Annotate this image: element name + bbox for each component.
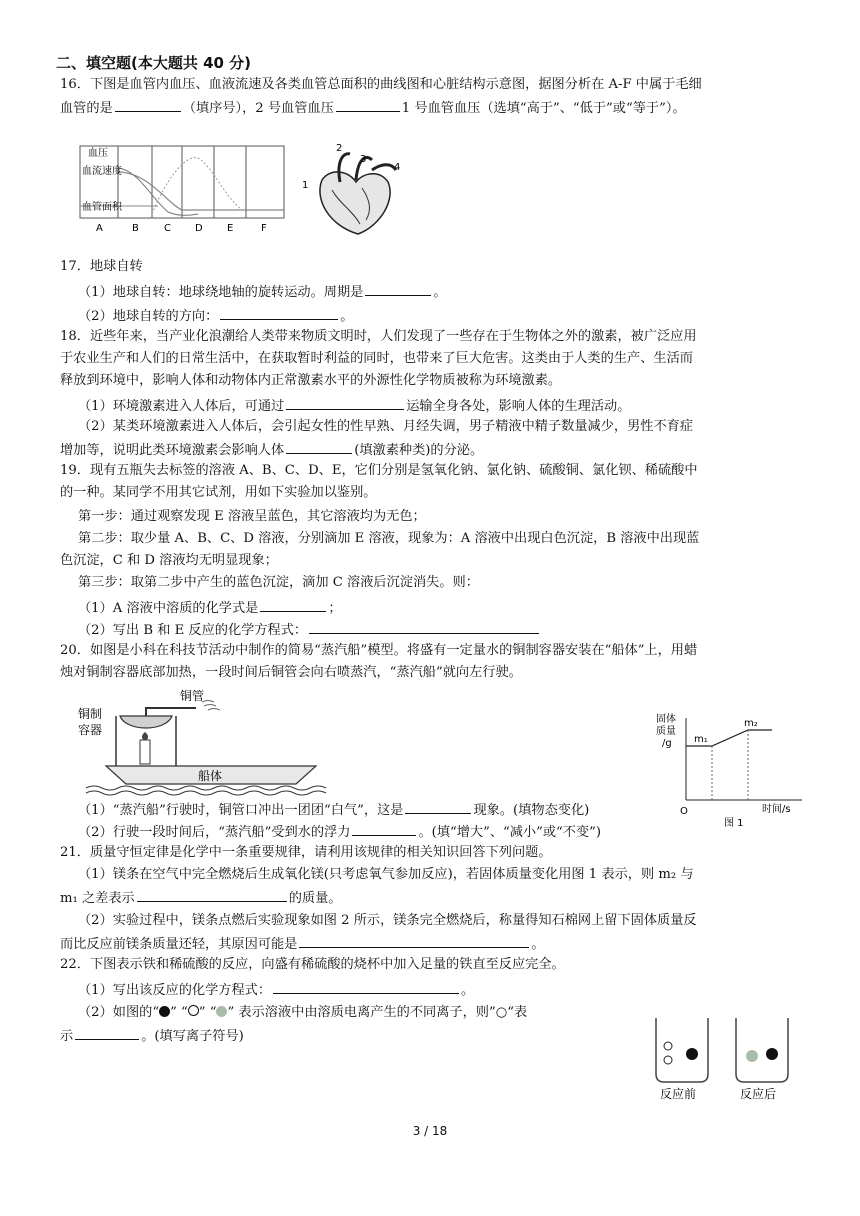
q19-step1: 第一步：通过观察发现 E 溶液呈蓝色，其它溶液均为无色； <box>78 509 426 524</box>
q17-p1 <box>78 282 447 302</box>
q17-p2 <box>78 306 353 326</box>
gray-dot-icon <box>216 1006 227 1017</box>
q17-p2-end: 。 <box>340 309 354 324</box>
graph-m1: m₁ <box>694 734 708 745</box>
label-before: 反应前 <box>660 1087 697 1101</box>
q20-blank-2[interactable] <box>352 822 416 836</box>
graph-xlabel: 时间/s <box>762 804 791 815</box>
q22-p2-text-d: ” 表示溶液中由溶质电离产生的不同离子，则”○“表 <box>227 1005 528 1020</box>
label-after: 反应后 <box>740 1087 777 1101</box>
q22-p2-text-b: ” “ <box>170 1005 188 1020</box>
q22-p1 <box>78 980 474 1000</box>
q18-p1-end: 运输全身各处，影响人体的生理活动。 <box>406 399 631 414</box>
x-label-E: E <box>227 223 234 234</box>
q19-blank-2[interactable] <box>309 620 539 634</box>
q21-p2-end: 。 <box>531 937 545 952</box>
graph-m2: m₂ <box>744 718 758 729</box>
graph-caption: 图 1 <box>724 818 744 828</box>
page-number: 3 / 18 <box>412 1124 448 1138</box>
chart-label-pressure: 血压 <box>88 148 108 159</box>
hollow-dot-icon <box>188 1005 199 1016</box>
q18-p2-text: 增加等，说明此类环境激素会影响人体 <box>60 443 285 458</box>
q22-p1-end: 。 <box>461 983 475 998</box>
x-label-F: F <box>261 223 267 234</box>
q18-line3: 释放到环境中，影响人体和动物体内正常激素水平的外源性化学物质被称为环境激素。 <box>60 373 562 388</box>
q22-p2-text-a: （2）如图的“ <box>78 1005 160 1020</box>
graph-ylabel-2: 质量 <box>656 726 676 737</box>
label-copper-tube: 铜管 <box>180 689 205 703</box>
q19-blank-1[interactable] <box>260 598 326 612</box>
graph-origin: O <box>680 806 688 817</box>
label-container-2: 容器 <box>78 723 103 737</box>
beakers-figure <box>648 1010 798 1104</box>
q21-p1-end: 的质量。 <box>288 891 342 906</box>
q21-p1-line1: （1）镁条在空气中完全燃烧后生成氧化镁(只考虑氧气参加反应)，若固体质量变化用图 1 表示，则 m₂ 与 <box>78 867 694 882</box>
x-label-B: B <box>132 223 139 234</box>
q17-blank-2[interactable] <box>220 306 338 320</box>
q18-p2-line1: （2）某类环境激素进入人体后，会引起女性的性早熟、月经失调，男子精液中精子数量减少，男性不育症 <box>78 419 694 434</box>
q21-p2-text: 而比反应前镁条质量还轻，其原因可能是 <box>60 937 298 952</box>
q22-blank-1[interactable] <box>273 980 459 994</box>
q17-blank-1[interactable] <box>365 282 431 296</box>
q21-blank-1[interactable] <box>137 888 287 902</box>
q20-p2-end: 。(填“增大”、“减小”或“不变”) <box>418 825 602 840</box>
q19-p1 <box>78 598 342 618</box>
q21-p2-line2 <box>60 934 545 954</box>
heart-label-3: 3 <box>360 154 367 165</box>
chart-label-area: 血管面积 <box>82 202 122 213</box>
q20-p2-text: （2）行驶一段时间后，“蒸汽船”受到水的浮力 <box>78 825 351 840</box>
black-dot-icon <box>159 1006 170 1017</box>
q16-blank-2[interactable] <box>336 98 400 112</box>
heart-label-2: 2 <box>336 143 343 154</box>
graph-ylabel-3: /g <box>662 738 672 749</box>
q21-blank-2[interactable] <box>299 934 529 948</box>
x-label-D: D <box>195 223 203 234</box>
q21-p1-text: m₁ 之差表示 <box>60 891 135 906</box>
x-label-A: A <box>96 223 103 234</box>
q20-blank-1[interactable] <box>405 800 471 814</box>
q17-p1-text: （1）地球自转：地球绕地轴的旋转运动。周期是 <box>78 285 364 300</box>
q22-p2-l2-text: 示 <box>60 1029 74 1044</box>
q18-p1 <box>78 396 630 416</box>
q20-p2 <box>78 822 601 842</box>
heart-diagram <box>300 140 410 240</box>
q17-p1-end: 。 <box>433 285 447 300</box>
mass-time-graph <box>652 712 808 828</box>
q19-p2-text: （2）写出 B 和 E 反应的化学方程式： <box>78 623 308 638</box>
q19-step2-line2: 色沉淀，C 和 D 溶液均无明显现象； <box>60 553 278 568</box>
q21-line1: 21．质量守恒定律是化学中一条重要规律，请利用该规律的相关知识回答下列问题。 <box>60 845 552 860</box>
q18-p2-line2 <box>60 440 483 460</box>
q22-p2-text-c: ” “ <box>198 1005 217 1020</box>
chart-label-speed: 血流速度 <box>82 166 122 177</box>
heart-label-1: 1 <box>302 180 309 191</box>
q18-blank-1[interactable] <box>286 396 404 410</box>
q16-line1: 16．下图是血管内血压、血液流速及各类血管总面积的曲线图和心脏结构示意图，据图分析在 A-F 中属于毛细 <box>60 77 702 92</box>
q18-p2-end: (填激素种类)的分泌。 <box>354 443 484 458</box>
q18-p1-text: （1）环境激素进入人体后，可通过 <box>78 399 285 414</box>
q21-p2-line1: （2）实验过程中，镁条点燃后实验现象如图 2 所示，镁条完全燃烧后，称量得知石棉网上留下固体质量反 <box>78 913 697 928</box>
q22-p2-l2-end: 。(填写离子符号) <box>141 1029 244 1044</box>
q22-p2 <box>78 1004 527 1022</box>
q20-line1: 20．如图是小科在科技节活动中制作的简易“蒸汽船”模型。将盛有一定量水的铜制容器安装在“船体”上，用蜡 <box>60 643 698 658</box>
graph-ylabel-1: 固体 <box>656 714 676 725</box>
q20-p1 <box>78 800 589 820</box>
q20-p1-end: 现象。(填物态变化) <box>473 803 590 818</box>
steam-boat-figure <box>76 686 346 796</box>
q16-line2 <box>60 98 686 118</box>
blood-vessel-chart <box>78 144 288 234</box>
q19-step3: 第三步：取第二步中产生的蓝色沉淀，滴加 C 溶液后沉淀消失。则： <box>78 575 479 590</box>
q17-title: 17．地球自转 <box>60 259 143 274</box>
q16-text-b: （填序号），2 号血管血压 <box>182 101 334 116</box>
q20-p1-text: （1）“蒸汽船”行驶时，铜管口冲出一团团“白气”，这是 <box>78 803 404 818</box>
q18-line1: 18．近些年来，当产业化浪潮给人类带来物质文明时，人们发现了一些存在于生物体之外的激素，被广泛应用 <box>60 329 697 344</box>
q21-p1-line2 <box>60 888 341 908</box>
x-label-C: C <box>164 223 171 234</box>
q22-p2-line2 <box>60 1026 244 1046</box>
q22-p1-text: （1）写出该反应的化学方程式： <box>78 983 272 998</box>
section-title: 二、填空题(本大题共 40 分) <box>56 54 252 72</box>
q19-line2: 的一种。某同学不用其它试剂，用如下实验加以鉴别。 <box>60 485 377 500</box>
q18-blank-2[interactable] <box>286 440 352 454</box>
q17-p2-text: （2）地球自转的方向： <box>78 309 219 324</box>
q20-line2: 烛对铜制容器底部加热，一段时间后铜管会向右喷蒸汽，“蒸汽船”就向左行驶。 <box>60 665 522 680</box>
heart-label-4: 4 <box>394 162 401 173</box>
q19-step2-line1: 第二步：取少量 A、B、C、D 溶液，分别滴加 E 溶液，现象为：A 溶液中出现白色沉淀，B 溶液中出现蓝 <box>78 531 700 546</box>
q16-blank-1[interactable] <box>115 98 181 112</box>
label-hull: 船体 <box>198 769 223 783</box>
q19-p2 <box>78 620 541 640</box>
q19-line1: 19．现有五瓶失去标签的溶液 A、B、C、D、E，它们分别是氢氧化钠、氯化钠、硫酸铜、氯化钡、稀硫酸中 <box>60 463 698 478</box>
q16-text-a: 血管的是 <box>60 101 113 116</box>
q22-blank-2[interactable] <box>75 1026 139 1040</box>
q19-p1-end: ； <box>328 601 342 616</box>
q18-line2: 于农业生产和人们的日常生活中，在获取暂时利益的同时，也带来了巨大危害。这类由于人类的生产、生活而 <box>60 351 693 366</box>
q22-line1: 22．下图表示铁和稀硫酸的反应，向盛有稀硫酸的烧杯中加入足量的铁直至反应完全。 <box>60 957 565 972</box>
q16-text-c: 1 号血管血压（选填“高于”、“低于”或“等于”）。 <box>401 101 686 116</box>
label-container-1: 铜制 <box>78 707 103 721</box>
q19-p1-text: （1）A 溶液中溶质的化学式是 <box>78 601 259 616</box>
